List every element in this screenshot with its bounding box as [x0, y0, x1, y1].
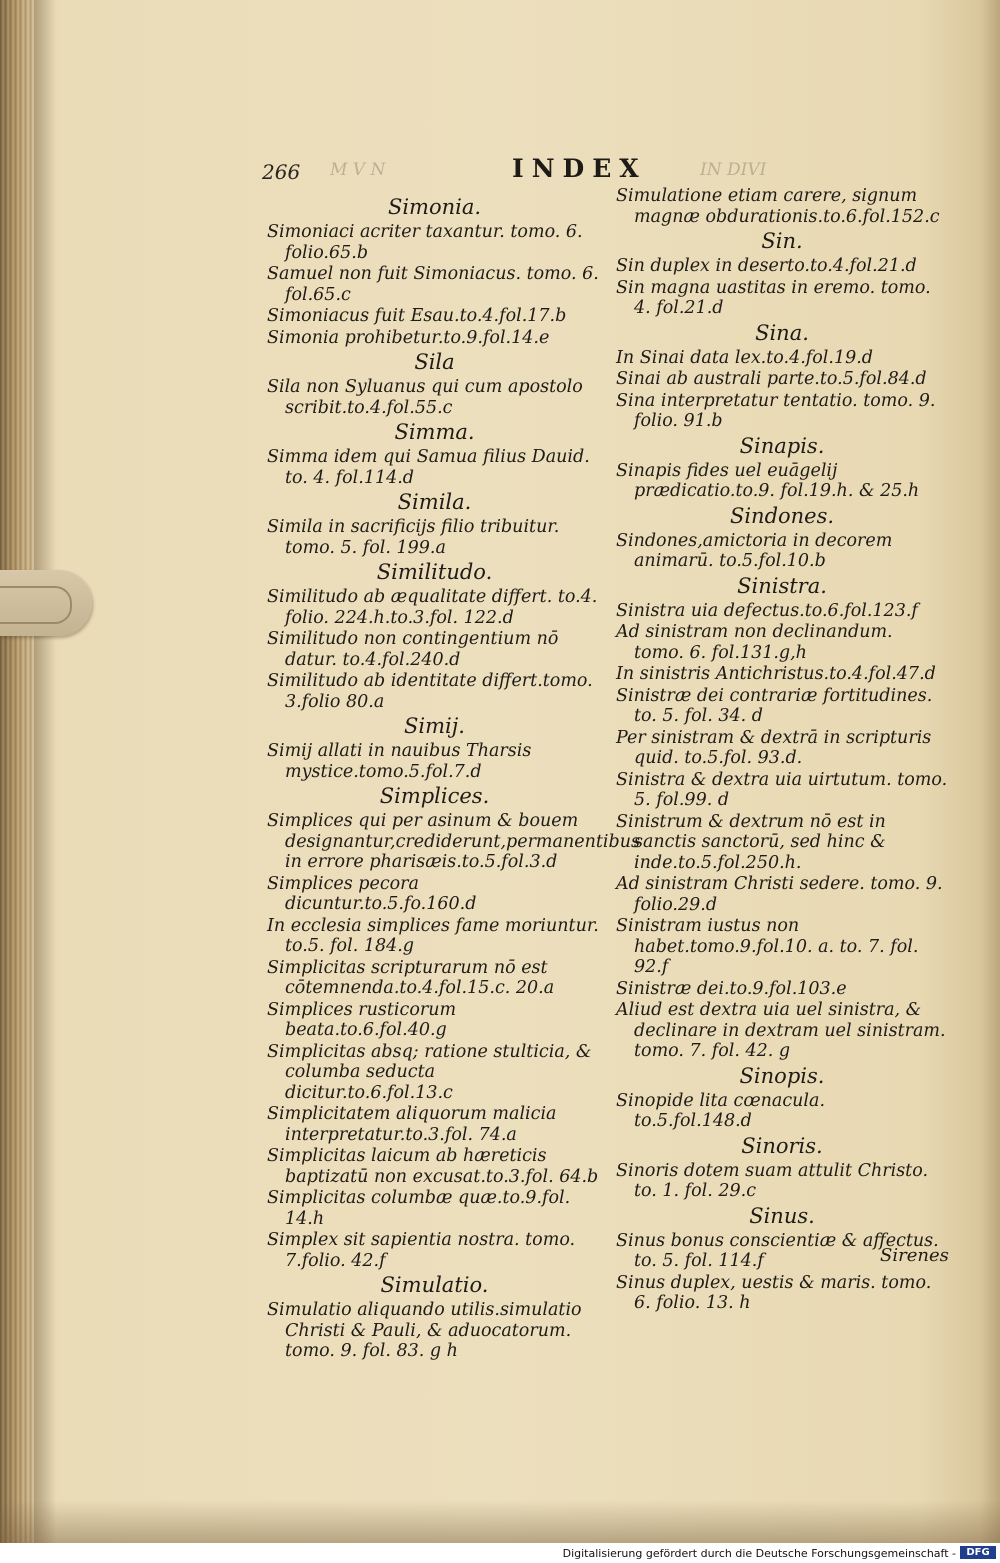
index-entry: Sinistrum & dextrum nō est in sanctis sanctorū, sed hinc & inde.to.5.fol.250.h.: [616, 811, 886, 873]
index-entry: Samuel non fuit Simoniacus. tomo. 6. fol.65.c: [267, 264, 599, 305]
index-heading: Sinistra.: [737, 573, 827, 598]
index-entry: Sinai ab australi parte.to.5.fol.84.d: [616, 369, 927, 389]
index-entry: Sinus duplex, uestis & maris. tomo. 6. folio. 13. h: [616, 1272, 932, 1313]
index-heading: Sindones.: [729, 503, 835, 528]
index-heading: Simonia.: [387, 195, 482, 219]
index-entry: Similitudo non contingentium nō datur. to.4.fol.240.d: [267, 629, 559, 670]
index-entry: In Sinai data lex.to.4.fol.19.d: [616, 347, 873, 368]
index-entry: Aliud est dextra uia uel sinistra, & declinare in dextram uel sinistram. tomo. 7. fol. 42. g: [616, 1000, 946, 1061]
index-entry: Sinapis fides uel euāgelij prædicatio.to.9. fol.19.h. & 25.h: [616, 460, 920, 501]
index-entry: Sin duplex in deserto.to.4.fol.21.d: [616, 256, 917, 276]
index-entry: In sinistris Antichristus.to.4.fol.47.d: [616, 664, 936, 684]
index-entry: Simij allati in nauibus Tharsis mystice.tomo.5.fol.7.d: [267, 741, 532, 782]
index-entry: Simulatione etiam carere, signum magnæ obdurationis.to.6.fol.152.c: [616, 186, 940, 227]
index-heading: Sinopis.: [739, 1063, 825, 1088]
index-entry: Simplex sit sapientia nostra. tomo. 7.folio. 42.f: [267, 1230, 576, 1271]
index-entry: Simplicitas laicum ab hæreticis baptizatū non excusat.to.3.fol. 64.b: [267, 1146, 599, 1187]
paper-clip-loop: [0, 586, 72, 624]
index-entry: Sinistram iustus non habet.tomo.9.fol.10. a. to. 7. fol. 92.f: [616, 916, 919, 977]
index-heading: Simila.: [397, 490, 472, 514]
index-heading: Simma.: [394, 420, 475, 444]
running-head: INDEX: [512, 154, 647, 183]
index-heading: Simulatio.: [380, 1273, 489, 1297]
index-entry: Simila in sacrificijs filio tribuitur. tomo. 5. fol. 199.a: [267, 517, 560, 558]
index-entry: Per sinistram & dextrā in scripturis quid. to.5.fol. 93.d.: [616, 727, 932, 768]
index-entry: Sinus bonus conscientiæ & affectus. to. 5. fol. 114.f: [616, 1230, 939, 1271]
index-entry: Simplices pecora dicuntur.to.5.fo.160.d: [267, 873, 477, 914]
index-entry: Simulatio aliquando utilis.simulatio Christi & Pauli, & aduocatorum. tomo. 9. fol. 83. g h: [267, 1300, 582, 1361]
index-entry: Sina interpretatur tentatio. tomo. 9. folio. 91.b: [616, 390, 936, 431]
index-entry: Sinistra uia defectus.to.6.fol.123.f: [616, 600, 918, 621]
index-entry: Simonia prohibetur.to.9.fol.14.e: [267, 327, 550, 348]
index-heading: Sin.: [761, 229, 803, 253]
index-heading: Sila: [414, 350, 455, 374]
index-heading: Sinapis.: [739, 433, 825, 458]
index-entry: Ad sinistram Christi sedere. tomo. 9. folio.29.d: [616, 874, 943, 915]
index-column-right: [616, 186, 948, 1315]
index-column-left: [267, 194, 640, 1363]
bleed-through-left: M V N: [330, 160, 386, 180]
index-heading: Sina.: [755, 320, 809, 345]
index-entry: Simoniaci acriter taxantur. tomo. 6. folio.65.b: [267, 222, 583, 263]
index-entry: Simplicitas columbæ quæ.to.9.fol. 14.h: [267, 1188, 571, 1229]
index-heading: Sinus.: [749, 1203, 815, 1228]
index-entry: Simplices rusticorum beata.to.6.fol.40.g: [267, 999, 457, 1040]
index-entry: Simma idem qui Samua filius Dauid. to. 4. fol.114.d: [267, 447, 590, 488]
index-heading: Sinoris.: [741, 1133, 823, 1158]
index-entry: Sinopide lita cœnacula. to.5.fol.148.d: [616, 1090, 826, 1131]
page-shadow: [34, 0, 56, 1543]
index-entry: Simplicitas scripturarum nō est cōtemnenda.to.4.fol.15.c. 20.a: [267, 957, 555, 998]
digitization-footer: [0, 1543, 1000, 1563]
footer-credit: Digitalisierung gefördert durch die Deutsche Forschungsgemeinschaft -: [562, 1547, 956, 1560]
index-entry: Sinistræ dei contrariæ fortitudines. to. 5. fol. 34. d: [616, 685, 933, 726]
index-entry: Sinistræ dei.to.9.fol.103.e: [616, 978, 847, 999]
index-entry: Similitudo ab æqualitate differt. to.4. folio. 224.h.to.3.fol. 122.d: [267, 587, 598, 628]
page-fore-edge: [0, 0, 34, 1543]
index-entry: Sinistra & dextra uia uirtutum. tomo. 5. fol.99. d: [616, 769, 948, 810]
index-heading: Similitudo.: [376, 560, 493, 584]
folio-number: 266: [262, 160, 301, 184]
index-entry: Sin magna uastitas in eremo. tomo. 4. fol.21.d: [616, 277, 931, 318]
index-entry: Sinoris dotem suam attulit Christo. to. 1. fol. 29.c: [616, 1160, 929, 1201]
index-entry: Similitudo ab identitate differt.tomo. 3.folio 80.a: [267, 671, 593, 712]
bleed-through-right: IN DIVI: [700, 160, 767, 180]
index-entry: Sila non Syluanus qui cum apostolo scribit.to.4.fol.55.c: [267, 377, 583, 418]
dfg-logo-icon: DFG: [960, 1546, 996, 1559]
index-entry: Simplicitas absq; ratione stulticia, & columba seducta dicitur.to.6.fol.13.c: [267, 1041, 592, 1103]
page-bottom-shadow: [0, 1500, 1000, 1543]
catchword: Sirenes: [880, 1245, 949, 1266]
index-entry: Sindones,amictoria in decorem animarū. to.5.fol.10.b: [616, 530, 893, 571]
index-entry: Simoniacus fuit Esau.to.4.fol.17.b: [267, 306, 567, 326]
index-entry: In ecclesia simplices fame moriuntur. to.5. fol. 184.g: [267, 915, 599, 956]
index-heading: Simplices.: [379, 784, 490, 808]
index-heading: Simij.: [404, 714, 465, 738]
index-entry: Simplicitatem aliquorum malicia interpretatur.to.3.fol. 74.a: [267, 1104, 557, 1145]
index-entry: Simplices qui per asinum & bouem designantur,crediderunt,permanentibus in errore pharisæis.to.5.fol.3.d: [267, 811, 640, 872]
index-entry: Ad sinistram non declinandum. tomo. 6. fol.131.g,h: [616, 622, 893, 663]
